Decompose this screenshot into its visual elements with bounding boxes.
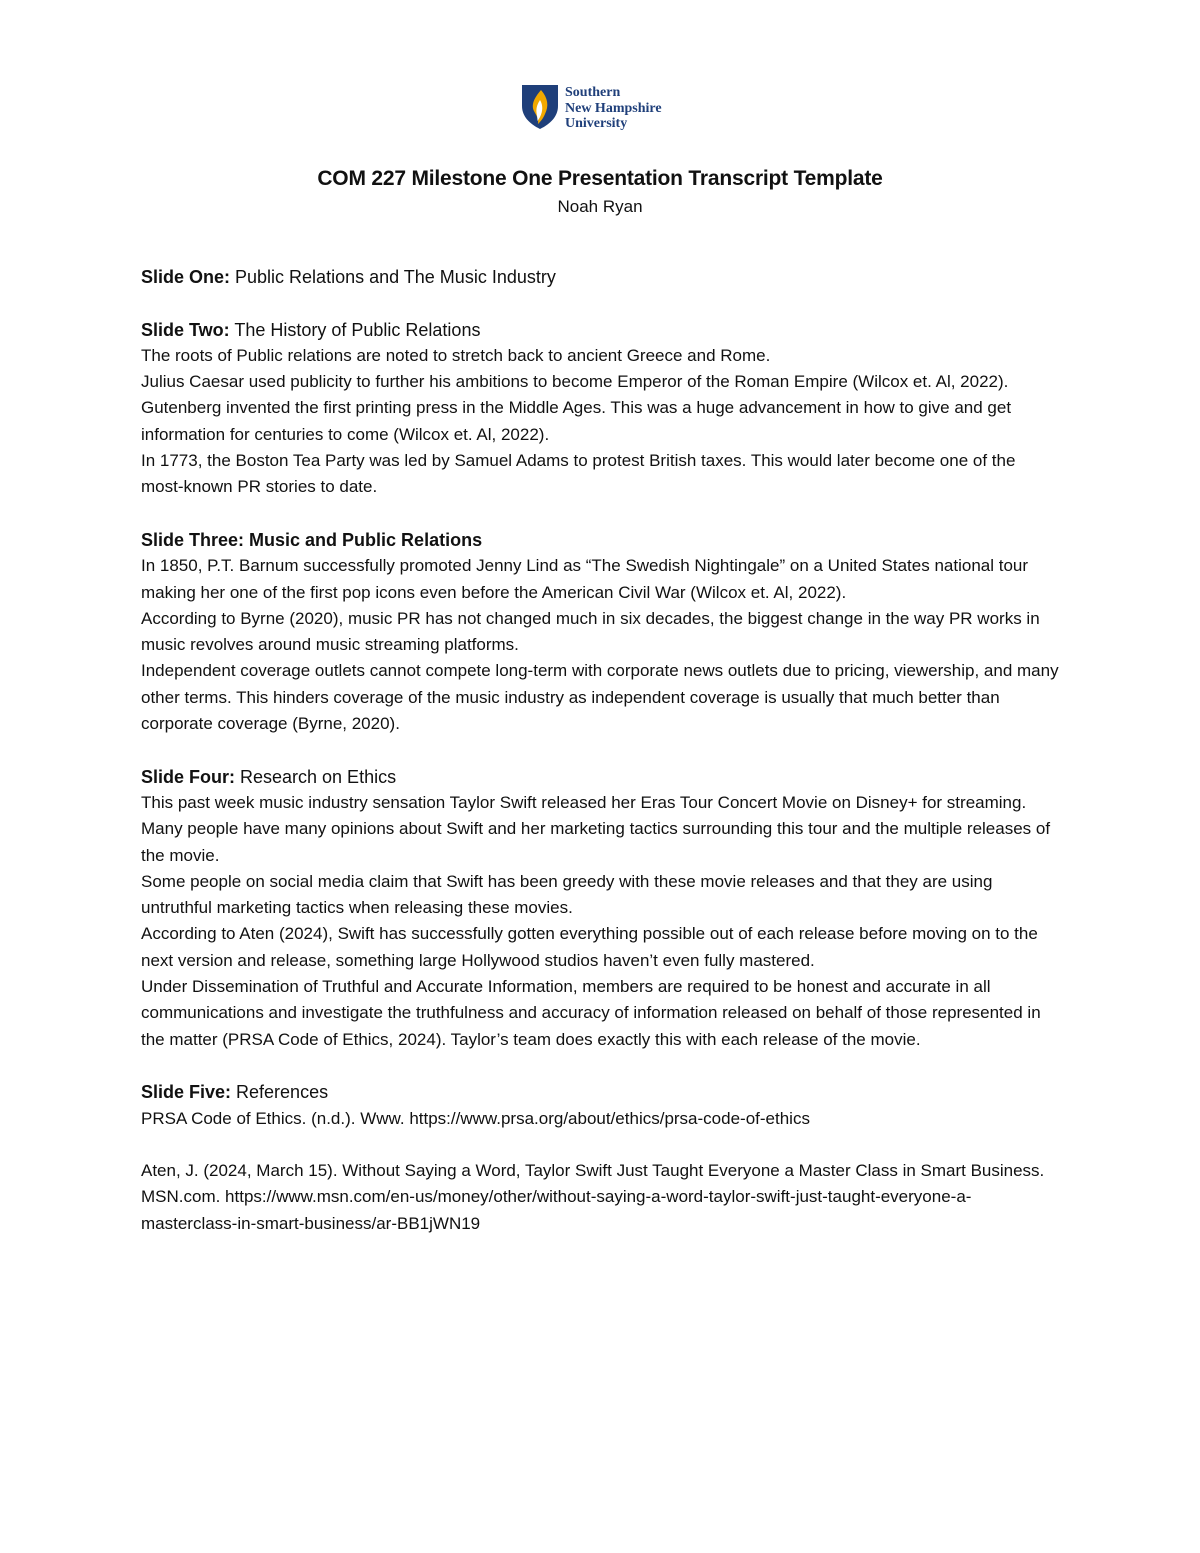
slide-paragraph: According to Byrne (2020), music PR has not changed much in six decades, the biggest change in the way PR works in music revolves around music streaming platforms. xyxy=(141,608,1040,655)
slide-paragraph: The roots of Public relations are noted to stretch back to ancient Greece and Rome. xyxy=(141,345,771,365)
reference-spacer xyxy=(141,1132,1061,1158)
slide-label: Slide One: xyxy=(141,267,231,287)
slide-five-section xyxy=(141,1079,1061,1237)
logo-line-3: University xyxy=(565,116,628,131)
slide-paragraph: Gutenberg invented the first printing press in the Middle Ages. This was a huge advancement in how to give and get information for centuries to come (Wilcox et. Al, 2022). xyxy=(141,398,1012,444)
slide-label: Slide Three: xyxy=(141,529,245,550)
slide-three-section xyxy=(141,527,1061,737)
logo-wordmark xyxy=(565,85,662,132)
slide-one-section xyxy=(141,264,1061,290)
document-author: Noah Ryan xyxy=(557,197,643,216)
slide-paragraph: In 1773, the Boston Tea Party was led by Samuel Adams to protest British taxes. This would later become one of the most-known PR stories to date. xyxy=(141,451,1016,497)
reference-entry: PRSA Code of Ethics. (n.d.). Www. https://www.prsa.org/about/ethics/prsa-code-of-ethics xyxy=(141,1108,810,1128)
slide-paragraph: Under Dissemination of Truthful and Accurate Information, members are required to be honest and accurate in all communications and investigate the truthfulness and accuracy of information released on behalf of those represented in the matter (PRSA Code of Ethics, 2024). Taylor’s team does exactly this with each release of the movie. xyxy=(141,977,1041,1049)
slide-title: The History of Public Relations xyxy=(229,319,481,340)
reference-entry: Aten, J. (2024, March 15). Without Saying a Word, Taylor Swift Just Taught Everyone a Master Class in Smart Business. MSN.com. https://www.msn.com/en-us/money/other/without-saying-a-word-taylor-swift-just-taught-everyone-a-masterclass-in-smart-business/ar-BB1jWN19 xyxy=(141,1161,1045,1233)
slide-paragraph: Some people on social media claim that Swift has been greedy with these movie releases and that they are using untruthful marketing tactics when releasing these movies. xyxy=(141,871,993,918)
logo-line-1: Southern xyxy=(565,85,621,100)
slide-paragraph: According to Aten (2024), Swift has successfully gotten everything possible out of each release before moving on to the next version and release, something large Hollywood studios haven’t even fully mastered. xyxy=(141,924,1038,970)
logo-line-2: New Hampshire xyxy=(565,100,662,116)
slide-heading xyxy=(141,264,1061,290)
slide-heading xyxy=(141,764,1061,790)
slide-title: References xyxy=(231,1082,329,1103)
slide-title: Public Relations and The Music Industry xyxy=(230,267,556,287)
slide-title: Music and Public Relations xyxy=(244,529,483,550)
slide-label: Slide Five: xyxy=(141,1082,232,1103)
slide-heading xyxy=(141,317,1061,343)
slide-heading xyxy=(141,1079,1061,1105)
slide-four-section xyxy=(141,764,1061,1053)
slide-two-section xyxy=(141,317,1061,501)
slide-heading xyxy=(141,527,1061,553)
slide-paragraph: This past week music industry sensation Taylor Swift released her Eras Tour Concert Movie on Disney+ for streaming. Many people have many opinions about Swift and her marketing tactics surrounding this tour and the multiple releases of the movie. xyxy=(141,792,1051,865)
slide-paragraph: Julius Caesar used publicity to further his ambitions to become Emperor of the Roman Empire (Wilcox et. Al, 2022). xyxy=(141,372,1009,392)
slide-title: Research on Ethics xyxy=(235,766,397,787)
slide-paragraph: In 1850, P.T. Barnum successfully promoted Jenny Lind as “The Swedish Nightingale” on a United States national tour making her one of the first pop icons even before the American Civil War (Wilcox et. Al, 2022). xyxy=(141,556,1029,602)
slide-label: Slide Four: xyxy=(141,766,235,787)
slide-label: Slide Two: xyxy=(141,319,230,340)
slide-paragraph: Independent coverage outlets cannot compete long-term with corporate news outlets due to pricing, viewership, and many other terms. This hinders coverage of the music industry as independent coverage is usually that much better than corporate coverage (Byrne, 2020). xyxy=(141,661,1059,734)
document-body xyxy=(141,264,1061,1263)
university-logo xyxy=(521,84,662,132)
document-title: COM 227 Milestone One Presentation Transcript Template xyxy=(317,167,883,190)
shield-flame-icon xyxy=(521,84,559,130)
